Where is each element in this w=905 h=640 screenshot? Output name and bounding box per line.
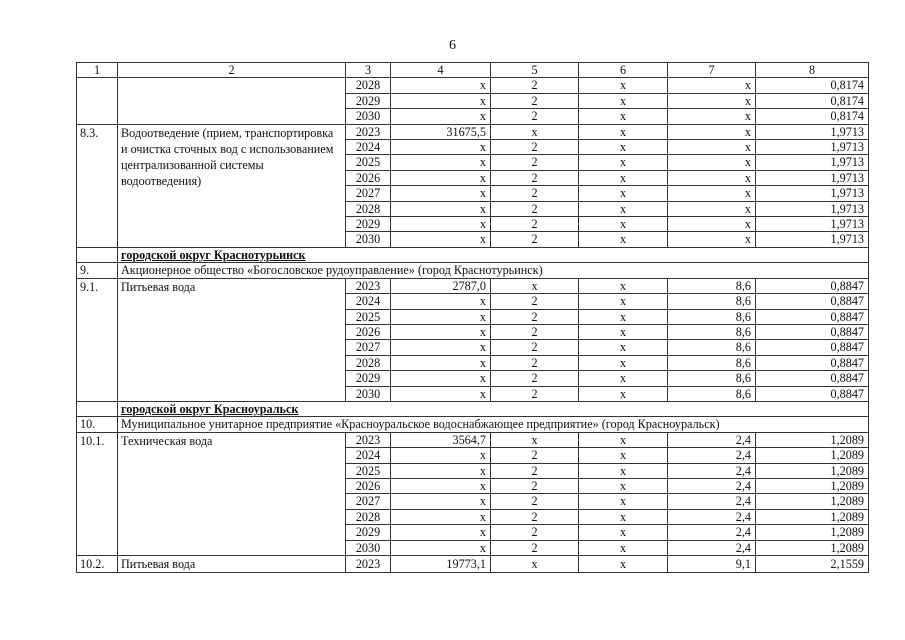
item-number: 10.1. bbox=[77, 432, 118, 555]
col7-cell: x bbox=[668, 140, 756, 155]
table-row bbox=[77, 124, 869, 139]
col8-cell: 0,8174 bbox=[756, 93, 869, 108]
col8-cell: 2,1559 bbox=[756, 556, 869, 573]
col4-cell: x bbox=[391, 217, 491, 232]
col4-cell: x bbox=[391, 463, 491, 478]
col8-cell: 0,8174 bbox=[756, 109, 869, 124]
col7-cell: x bbox=[668, 170, 756, 185]
col4-cell: 19773,1 bbox=[391, 556, 491, 573]
col7-cell: 2,4 bbox=[668, 432, 756, 447]
column-header-8: 8 bbox=[756, 63, 869, 78]
col5-cell: 2 bbox=[491, 478, 579, 493]
col8-cell: 1,2089 bbox=[756, 463, 869, 478]
col6-cell: x bbox=[579, 124, 668, 139]
year-cell: 2023 bbox=[346, 278, 391, 293]
col7-cell: 8,6 bbox=[668, 386, 756, 401]
col5-cell: 2 bbox=[491, 525, 579, 540]
col6-cell: x bbox=[579, 463, 668, 478]
col6-cell: x bbox=[579, 540, 668, 555]
col7-cell: x bbox=[668, 155, 756, 170]
year-cell: 2023 bbox=[346, 556, 391, 573]
col4-cell: x bbox=[391, 494, 491, 509]
year-cell: 2024 bbox=[346, 448, 391, 463]
col4-cell: x bbox=[391, 170, 491, 185]
col8-cell: 1,9713 bbox=[756, 186, 869, 201]
col7-cell: 2,4 bbox=[668, 494, 756, 509]
col8-cell: 1,2089 bbox=[756, 494, 869, 509]
col6-cell: x bbox=[579, 448, 668, 463]
col8-cell: 1,9713 bbox=[756, 170, 869, 185]
col8-cell: 1,2089 bbox=[756, 525, 869, 540]
col8-cell: 0,8847 bbox=[756, 309, 869, 324]
col7-cell: 2,4 bbox=[668, 463, 756, 478]
col4-cell: x bbox=[391, 509, 491, 524]
col7-cell: 2,4 bbox=[668, 448, 756, 463]
col6-cell: x bbox=[579, 309, 668, 324]
col6-cell: x bbox=[579, 478, 668, 493]
col6-cell: x bbox=[579, 109, 668, 124]
col5-cell: 2 bbox=[491, 309, 579, 324]
year-cell: 2029 bbox=[346, 371, 391, 386]
col5-cell: x bbox=[491, 432, 579, 447]
item-name bbox=[118, 78, 346, 124]
col4-cell: x bbox=[391, 232, 491, 247]
col5-cell: 2 bbox=[491, 78, 579, 93]
col8-cell: 0,8847 bbox=[756, 340, 869, 355]
column-header-2: 2 bbox=[118, 63, 346, 78]
section-title: городской округ Краснотурьинск bbox=[118, 247, 869, 262]
col8-cell: 0,8174 bbox=[756, 78, 869, 93]
col6-cell: x bbox=[579, 140, 668, 155]
year-cell: 2023 bbox=[346, 432, 391, 447]
col6-cell: x bbox=[579, 509, 668, 524]
col6-cell: x bbox=[579, 232, 668, 247]
year-cell: 2023 bbox=[346, 124, 391, 139]
col4-cell: x bbox=[391, 201, 491, 216]
year-cell: 2025 bbox=[346, 155, 391, 170]
year-cell: 2025 bbox=[346, 309, 391, 324]
col7-cell: x bbox=[668, 78, 756, 93]
column-header-1: 1 bbox=[77, 63, 118, 78]
year-cell: 2030 bbox=[346, 386, 391, 401]
col7-cell: 8,6 bbox=[668, 371, 756, 386]
col7-cell: 2,4 bbox=[668, 478, 756, 493]
item-number: 9.1. bbox=[77, 278, 118, 401]
tariff-table bbox=[76, 62, 869, 573]
organization-number: 9. bbox=[77, 263, 118, 278]
organization-number: 10. bbox=[77, 417, 118, 432]
col7-cell: 8,6 bbox=[668, 355, 756, 370]
col5-cell: 2 bbox=[491, 170, 579, 185]
col4-cell: x bbox=[391, 309, 491, 324]
col4-cell: x bbox=[391, 140, 491, 155]
col5-cell: x bbox=[491, 278, 579, 293]
col8-cell: 1,9713 bbox=[756, 217, 869, 232]
col6-cell: x bbox=[579, 170, 668, 185]
year-cell: 2027 bbox=[346, 186, 391, 201]
col7-cell: 8,6 bbox=[668, 340, 756, 355]
col5-cell: 2 bbox=[491, 494, 579, 509]
col5-cell: 2 bbox=[491, 340, 579, 355]
col4-cell: x bbox=[391, 109, 491, 124]
col8-cell: 1,9713 bbox=[756, 155, 869, 170]
col7-cell: x bbox=[668, 186, 756, 201]
col8-cell: 1,9713 bbox=[756, 232, 869, 247]
col6-cell: x bbox=[579, 78, 668, 93]
col4-cell: x bbox=[391, 525, 491, 540]
col6-cell: x bbox=[579, 371, 668, 386]
item-name: Питьевая вода bbox=[118, 278, 346, 401]
col6-cell: x bbox=[579, 294, 668, 309]
col6-cell: x bbox=[579, 93, 668, 108]
col5-cell: x bbox=[491, 556, 579, 573]
col5-cell: 2 bbox=[491, 294, 579, 309]
col8-cell: 1,2089 bbox=[756, 540, 869, 555]
item-name: Водоотведение (прием, транспортировка и очистка сточных вод с использованием централизованной системы водоотведения) bbox=[118, 124, 346, 247]
year-cell: 2029 bbox=[346, 217, 391, 232]
header-row bbox=[77, 63, 869, 78]
col7-cell: 8,6 bbox=[668, 309, 756, 324]
col8-cell: 1,2089 bbox=[756, 448, 869, 463]
col5-cell: 2 bbox=[491, 463, 579, 478]
col6-cell: x bbox=[579, 432, 668, 447]
col7-cell: 2,4 bbox=[668, 525, 756, 540]
col8-cell: 1,9713 bbox=[756, 140, 869, 155]
col7-cell: x bbox=[668, 93, 756, 108]
year-cell: 2024 bbox=[346, 294, 391, 309]
col7-cell: 9,1 bbox=[668, 556, 756, 573]
section-row bbox=[77, 247, 869, 262]
year-cell: 2030 bbox=[346, 109, 391, 124]
col7-cell: x bbox=[668, 201, 756, 216]
column-header-7: 7 bbox=[668, 63, 756, 78]
col6-cell: x bbox=[579, 386, 668, 401]
table-row bbox=[77, 278, 869, 293]
year-cell: 2025 bbox=[346, 463, 391, 478]
section-num-cell bbox=[77, 401, 118, 416]
col4-cell: x bbox=[391, 371, 491, 386]
col5-cell: 2 bbox=[491, 93, 579, 108]
col4-cell: x bbox=[391, 386, 491, 401]
col5-cell: 2 bbox=[491, 109, 579, 124]
item-name: Техническая вода bbox=[118, 432, 346, 555]
col7-cell: x bbox=[668, 217, 756, 232]
year-cell: 2027 bbox=[346, 340, 391, 355]
column-header-6: 6 bbox=[579, 63, 668, 78]
col5-cell: 2 bbox=[491, 371, 579, 386]
col6-cell: x bbox=[579, 186, 668, 201]
year-cell: 2028 bbox=[346, 201, 391, 216]
organization-row bbox=[77, 263, 869, 278]
item-number: 10.2. bbox=[77, 556, 118, 573]
column-header-4: 4 bbox=[391, 63, 491, 78]
item-number: 8.3. bbox=[77, 124, 118, 247]
year-cell: 2028 bbox=[346, 78, 391, 93]
col6-cell: x bbox=[579, 278, 668, 293]
col5-cell: 2 bbox=[491, 140, 579, 155]
col4-cell: 3564,7 bbox=[391, 432, 491, 447]
column-header-5: 5 bbox=[491, 63, 579, 78]
year-cell: 2027 bbox=[346, 494, 391, 509]
col6-cell: x bbox=[579, 340, 668, 355]
col6-cell: x bbox=[579, 155, 668, 170]
col5-cell: 2 bbox=[491, 217, 579, 232]
col6-cell: x bbox=[579, 324, 668, 339]
year-cell: 2026 bbox=[346, 170, 391, 185]
col8-cell: 1,2089 bbox=[756, 478, 869, 493]
year-cell: 2028 bbox=[346, 355, 391, 370]
col4-cell: x bbox=[391, 294, 491, 309]
col4-cell: x bbox=[391, 448, 491, 463]
table-row bbox=[77, 556, 869, 573]
col5-cell: 2 bbox=[491, 232, 579, 247]
year-cell: 2030 bbox=[346, 232, 391, 247]
col5-cell: x bbox=[491, 124, 579, 139]
year-cell: 2026 bbox=[346, 324, 391, 339]
section-row bbox=[77, 401, 869, 416]
col8-cell: 0,8847 bbox=[756, 386, 869, 401]
item-name: Питьевая вода bbox=[118, 556, 346, 573]
col4-cell: x bbox=[391, 478, 491, 493]
col8-cell: 0,8847 bbox=[756, 355, 869, 370]
organization-name: Акционерное общество «Богословское рудоуправление» (город Краснотурьинск) bbox=[118, 263, 869, 278]
col5-cell: 2 bbox=[491, 355, 579, 370]
table-row bbox=[77, 432, 869, 447]
col4-cell: x bbox=[391, 155, 491, 170]
col4-cell: 31675,5 bbox=[391, 124, 491, 139]
col7-cell: x bbox=[668, 109, 756, 124]
col4-cell: x bbox=[391, 540, 491, 555]
col7-cell: 2,4 bbox=[668, 540, 756, 555]
col4-cell: x bbox=[391, 355, 491, 370]
column-header-3: 3 bbox=[346, 63, 391, 78]
table-row bbox=[77, 78, 869, 93]
col5-cell: 2 bbox=[491, 324, 579, 339]
col4-cell: x bbox=[391, 93, 491, 108]
col7-cell: 8,6 bbox=[668, 294, 756, 309]
col5-cell: 2 bbox=[491, 155, 579, 170]
section-title: городской округ Красноуральск bbox=[118, 401, 869, 416]
col8-cell: 1,2089 bbox=[756, 509, 869, 524]
col5-cell: 2 bbox=[491, 509, 579, 524]
col4-cell: x bbox=[391, 78, 491, 93]
col8-cell: 0,8847 bbox=[756, 294, 869, 309]
col6-cell: x bbox=[579, 494, 668, 509]
col6-cell: x bbox=[579, 201, 668, 216]
col7-cell: x bbox=[668, 232, 756, 247]
col7-cell: 8,6 bbox=[668, 278, 756, 293]
col8-cell: 1,9713 bbox=[756, 201, 869, 216]
organization-name: Муниципальное унитарное предприятие «Красноуральское водоснабжающее предприятие» (город Красноуральск) bbox=[118, 417, 869, 432]
col8-cell: 1,9713 bbox=[756, 124, 869, 139]
col8-cell: 0,8847 bbox=[756, 371, 869, 386]
col4-cell: x bbox=[391, 324, 491, 339]
organization-row bbox=[77, 417, 869, 432]
year-cell: 2028 bbox=[346, 509, 391, 524]
year-cell: 2029 bbox=[346, 93, 391, 108]
col4-cell: x bbox=[391, 186, 491, 201]
year-cell: 2030 bbox=[346, 540, 391, 555]
item-number bbox=[77, 78, 118, 124]
col6-cell: x bbox=[579, 556, 668, 573]
col7-cell: 2,4 bbox=[668, 509, 756, 524]
year-cell: 2029 bbox=[346, 525, 391, 540]
col5-cell: 2 bbox=[491, 386, 579, 401]
section-num-cell bbox=[77, 247, 118, 262]
col6-cell: x bbox=[579, 525, 668, 540]
col8-cell: 1,2089 bbox=[756, 432, 869, 447]
col8-cell: 0,8847 bbox=[756, 324, 869, 339]
page-number: 6 bbox=[449, 38, 456, 53]
col6-cell: x bbox=[579, 355, 668, 370]
col7-cell: 8,6 bbox=[668, 324, 756, 339]
year-cell: 2024 bbox=[346, 140, 391, 155]
col6-cell: x bbox=[579, 217, 668, 232]
col5-cell: 2 bbox=[491, 448, 579, 463]
col8-cell: 0,8847 bbox=[756, 278, 869, 293]
col7-cell: x bbox=[668, 124, 756, 139]
col5-cell: 2 bbox=[491, 201, 579, 216]
col4-cell: x bbox=[391, 340, 491, 355]
col5-cell: 2 bbox=[491, 186, 579, 201]
col5-cell: 2 bbox=[491, 540, 579, 555]
year-cell: 2026 bbox=[346, 478, 391, 493]
table-body bbox=[77, 63, 869, 573]
col4-cell: 2787,0 bbox=[391, 278, 491, 293]
